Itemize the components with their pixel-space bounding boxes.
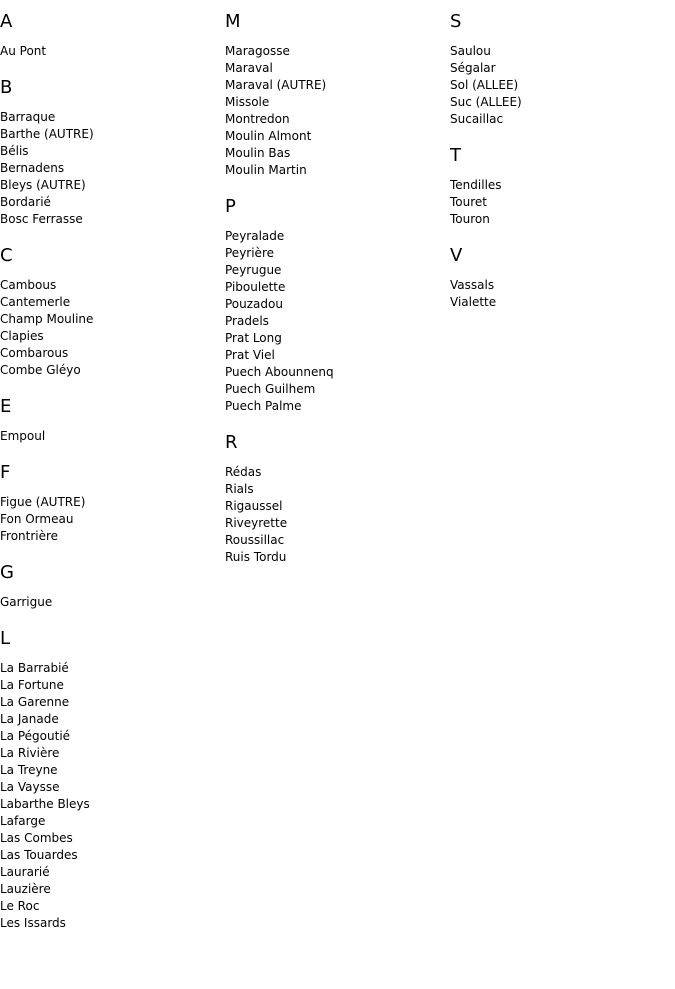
letter-heading: L [0, 628, 11, 649]
place-item: Puech Abounnenq [225, 365, 334, 379]
place-item: La Fortune [0, 678, 64, 692]
place-item: Lauzière [0, 882, 51, 896]
place-item: La Garenne [0, 695, 70, 709]
place-item: Bleys (AUTRE) [0, 178, 86, 192]
place-item: Montredon [225, 112, 290, 126]
place-list [225, 228, 445, 415]
place-item: Champ Mouline [0, 312, 94, 326]
place-list [0, 43, 220, 60]
letter-section-p [225, 197, 445, 415]
place-item: Las Combes [0, 831, 73, 845]
place-item: Barraque [0, 110, 56, 124]
place-item: Empoul [0, 429, 46, 443]
place-list [450, 43, 670, 128]
place-item: Puech Guilhem [225, 382, 316, 396]
place-item: Vialette [450, 295, 497, 309]
place-item: Bélis [0, 144, 29, 158]
place-item: Barthe (AUTRE) [0, 127, 94, 141]
place-item: La Pégoutié [0, 729, 71, 743]
place-list [0, 660, 220, 932]
place-item: Roussillac [225, 533, 285, 547]
place-item: La Janade [0, 712, 59, 726]
letter-section-e [0, 397, 220, 445]
place-list [225, 43, 445, 179]
place-item: Ruis Tordu [225, 550, 287, 564]
letter-heading: F [0, 462, 11, 483]
letter-section-b [0, 78, 220, 228]
place-item: Vassals [450, 278, 495, 292]
place-item: Le Roc [0, 899, 40, 913]
letter-heading: B [0, 77, 13, 98]
letter-heading: R [225, 432, 238, 453]
place-item: Piboulette [225, 280, 286, 294]
letter-heading: V [450, 245, 463, 266]
letter-section-m [225, 12, 445, 179]
place-item: La Barrabié [0, 661, 69, 675]
place-item: Moulin Bas [225, 146, 291, 160]
place-item: Pouzadou [225, 297, 283, 311]
place-item: Ségalar [450, 61, 496, 75]
place-item: Peyrugue [225, 263, 282, 277]
place-item: La Treyne [0, 763, 58, 777]
letter-section-c [0, 246, 220, 379]
place-item: Fon Ormeau [0, 512, 74, 526]
letter-heading: P [225, 196, 236, 217]
place-item: Figue (AUTRE) [0, 495, 86, 509]
place-list [450, 277, 670, 311]
place-list [450, 177, 670, 228]
place-item: Bernadens [0, 161, 65, 175]
place-item: Bordarié [0, 195, 51, 209]
letter-heading: E [0, 396, 12, 417]
place-item: Garrigue [0, 595, 53, 609]
place-item: Sucaillac [450, 112, 504, 126]
place-item: Maragosse [225, 44, 290, 58]
place-item: Combarous [0, 346, 69, 360]
place-item: Rédas [225, 465, 262, 479]
place-item: Suc (ALLEE) [450, 95, 522, 109]
place-item: Tendilles [450, 178, 502, 192]
place-item: Prat Long [225, 331, 282, 345]
place-item: Prat Viel [225, 348, 275, 362]
place-item: Riveyrette [225, 516, 288, 530]
letter-heading: G [0, 562, 14, 583]
place-item: Pradels [225, 314, 269, 328]
letter-section-g [0, 563, 220, 611]
place-item: La Rivière [0, 746, 60, 760]
place-item: Saulou [450, 44, 491, 58]
letter-heading: S [450, 11, 462, 32]
letter-heading: M [225, 11, 241, 32]
place-item: Cantemerle [0, 295, 71, 309]
letter-section-r [225, 433, 445, 566]
place-item: Las Touardes [0, 848, 78, 862]
place-item: Peyrière [225, 246, 274, 260]
place-list [225, 464, 445, 566]
place-item: Maraval [225, 61, 273, 75]
column-3 [450, 12, 670, 329]
place-list [0, 594, 220, 611]
place-item: Touron [450, 212, 490, 226]
column-2 [225, 12, 445, 584]
place-item: Moulin Almont [225, 129, 312, 143]
place-item: Moulin Martin [225, 163, 307, 177]
place-item: Frontrière [0, 529, 59, 543]
place-list [0, 109, 220, 228]
letter-heading: C [0, 245, 13, 266]
place-item: Touret [450, 195, 487, 209]
place-list [0, 428, 220, 445]
place-item: Sol (ALLEE) [450, 78, 519, 92]
place-item: Lafarge [0, 814, 46, 828]
letter-section-f [0, 463, 220, 545]
place-item: Rials [225, 482, 254, 496]
place-item: Les Issards [0, 916, 66, 930]
letter-heading: A [0, 11, 13, 32]
letter-section-s [450, 12, 670, 128]
letter-section-t [450, 146, 670, 228]
column-1 [0, 12, 220, 950]
place-item: Bosc Ferrasse [0, 212, 83, 226]
letter-section-l [0, 629, 220, 932]
place-item: Rigaussel [225, 499, 283, 513]
place-item: Laurarié [0, 865, 50, 879]
place-list [0, 277, 220, 379]
place-item: Maraval (AUTRE) [225, 78, 327, 92]
place-item: Au Pont [0, 44, 47, 58]
place-item: Combe Gléyo [0, 363, 81, 377]
place-item: Labarthe Bleys [0, 797, 90, 811]
place-item: Peyralade [225, 229, 285, 243]
letter-section-a [0, 12, 220, 60]
place-item: Missole [225, 95, 270, 109]
place-item: Cambous [0, 278, 57, 292]
place-item: La Vaysse [0, 780, 60, 794]
place-item: Clapies [0, 329, 44, 343]
place-list [0, 494, 220, 545]
letter-heading: T [450, 145, 461, 166]
place-item: Puech Palme [225, 399, 302, 413]
letter-section-v [450, 246, 670, 311]
